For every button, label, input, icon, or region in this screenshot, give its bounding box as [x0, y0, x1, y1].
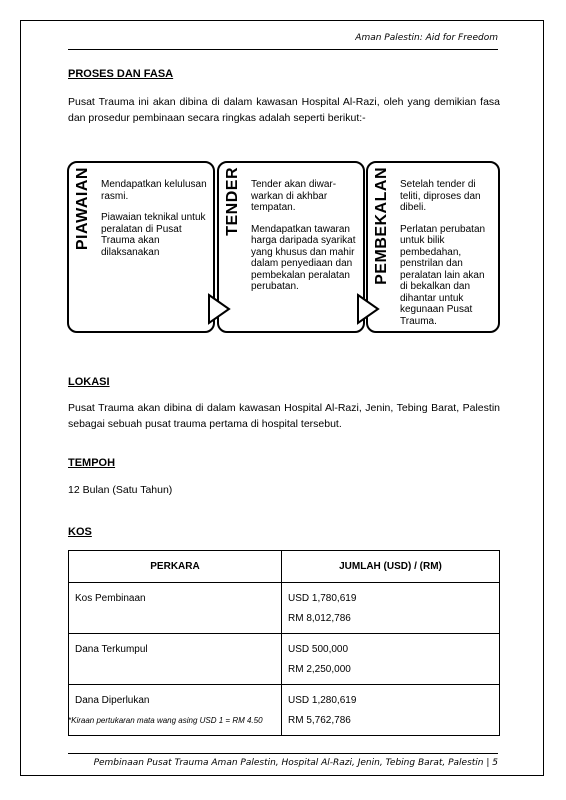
- table-cell-item: Dana Terkumpul: [69, 634, 282, 685]
- arrow-right-icon: [207, 293, 231, 325]
- tempoh-text: 12 Bulan (Satu Tahun): [68, 484, 173, 496]
- table-cell-amount: [282, 583, 500, 634]
- phase-line: Piawaian teknikal untuk peralatan di Pusat Trauma akan dilaksanakan: [101, 212, 206, 258]
- amount-usd: USD 1,280,619: [288, 695, 357, 706]
- kos-heading: KOS: [68, 526, 92, 538]
- table-cell-item: Dana Diperlukan: [69, 685, 282, 736]
- table-row: [69, 634, 500, 685]
- phase-box-pembekalan: [366, 161, 500, 333]
- amount-rm: RM 2,250,000: [288, 664, 351, 675]
- amount-rm: RM 5,762,786: [288, 715, 351, 726]
- amount-usd: USD 500,000: [288, 644, 349, 655]
- phase-line: Tender akan diwar-warkan di akhbar tempatan.: [251, 179, 337, 213]
- phase-box-tender: [217, 161, 365, 333]
- lokasi-text: Pusat Trauma akan dibina di dalam kawasan Hospital Al-Razi, Jenin, Tebing Barat, Palestin sebagai sebuah pusat trauma pertama di hospital tersebut.: [68, 402, 500, 430]
- phase-line: Mendapatkan tawaran harga daripada syarikat yang khusus dan mahir dalam penyediaan dan pembekalan peralatan perubatan.: [251, 223, 356, 292]
- proses-heading: PROSES DAN FASA: [68, 68, 174, 80]
- table-header-row: [69, 551, 500, 583]
- amount-usd: USD 1,780,619: [288, 593, 357, 604]
- phase-label: PEMBEKALAN: [373, 167, 390, 285]
- phase-box-piawaian: [67, 161, 215, 333]
- phase-flow: [67, 161, 499, 333]
- footer-divider: [68, 753, 498, 754]
- phase-line: Mendapatkan kelulusan rasmi.: [101, 179, 207, 202]
- table-cell-item: Kos Pembinaan: [69, 583, 282, 634]
- table-row: [69, 685, 500, 736]
- amount-rm: RM 8,012,786: [288, 613, 351, 624]
- tempoh-heading: TEMPOH: [68, 457, 116, 469]
- proses-intro: Pusat Trauma ini akan dibina di dalam kawasan Hospital Al-Razi, oleh yang demikian fasa dan prosedur pembinaan secara ringkas adalah seperti berikut:-: [68, 96, 500, 124]
- arrow-right-icon: [356, 293, 380, 325]
- kos-table: [68, 550, 500, 736]
- table-cell-amount: [282, 634, 500, 685]
- phase-line: Setelah tender di teliti, diproses dan dibeli.: [400, 179, 481, 213]
- phase-line: Perlatan perubatan untuk bilik pembedahan, penstrilan dan peralatan lain akan di bekalkan dan dihantar untuk kegunaan Pusat Trauma.: [400, 223, 486, 327]
- phase-label: TENDER: [224, 167, 241, 236]
- page-header: Aman Palestin: Aid for Freedom: [355, 33, 498, 43]
- column-header: PERKARA: [69, 551, 282, 583]
- header-divider: [68, 49, 498, 50]
- column-header: JUMLAH (USD) / (RM): [282, 551, 500, 583]
- lokasi-heading: LOKASI: [68, 376, 110, 388]
- phase-label: PIAWAIAN: [74, 167, 91, 251]
- exchange-rate-note: *Kiraan pertukaran mata wang asing USD 1 = RM 4.50: [68, 716, 263, 725]
- page-footer: Pembinaan Pusat Trauma Aman Palestin, Hospital Al-Razi, Jenin, Tebing Barat, Palestin | 5: [93, 758, 498, 768]
- table-row: [69, 583, 500, 634]
- table-cell-amount: [282, 685, 500, 736]
